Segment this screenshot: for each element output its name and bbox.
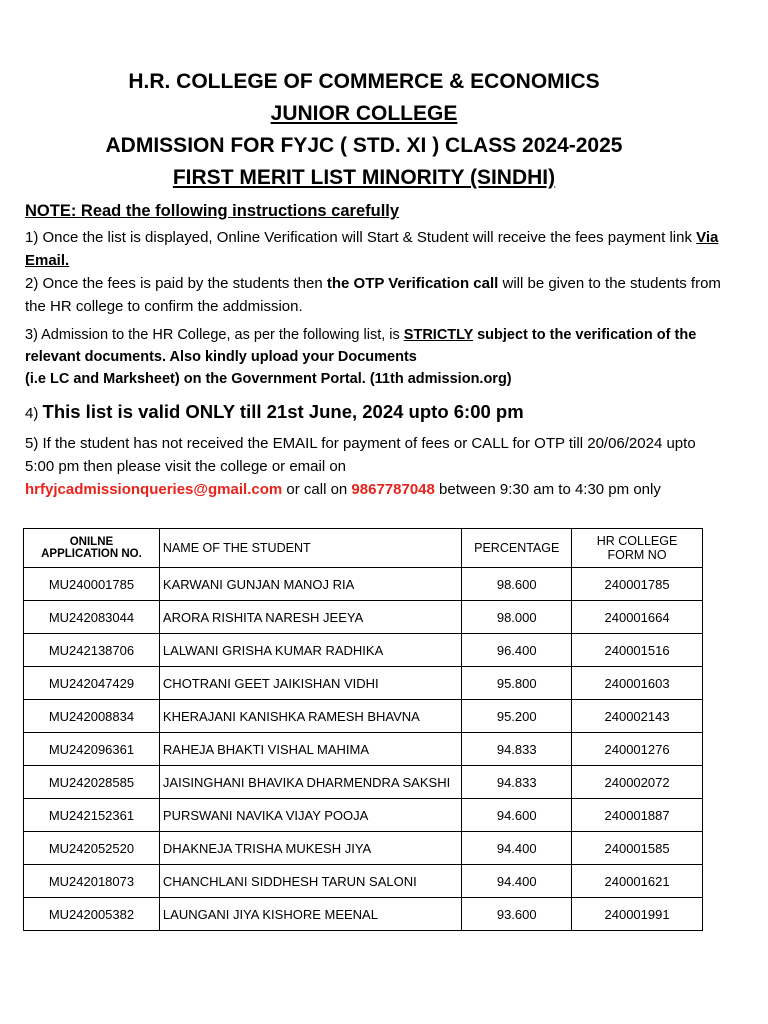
instruction-2-text: 2) Once the fees is paid by the students then [25,275,327,292]
application-no-cell: MU242018073 [24,865,160,898]
form-no-cell: 240001887 [572,799,703,832]
instruction-5-hours: between 9:30 am to 4:30 pm only [434,481,661,498]
header-form-line-1: HR COLLEGE [596,534,678,548]
instruction-3-strictly: STRICTLY [403,327,474,343]
instruction-1-email-emphasis: Via Email. [25,229,719,269]
table-row [24,865,703,898]
note-heading: NOTE: Read the following instructions carefully [25,202,400,220]
student-name-cell: PURSWANI NAVIKA VIJAY POOJA [159,799,461,832]
instruction-1-text: 1) Once the list is displayed, Online Verification will Start & Student will receive the fees payment link [25,229,697,246]
table-row [24,667,703,700]
student-name-cell: LAUNGANI JIYA KISHORE MEENAL [159,898,461,931]
table-row [24,601,703,634]
table-row [24,634,703,667]
header-application-no [24,529,160,568]
instruction-1 [25,226,725,272]
table-row [24,766,703,799]
percentage-cell: 96.400 [462,634,572,667]
header-percentage: PERCENTAGE [462,529,572,568]
percentage-cell: 95.800 [462,667,572,700]
header-app-line-2: APPLICATION NO. [41,548,142,560]
student-name-cell: CHANCHLANI SIDDHESH TARUN SALONI [159,865,461,898]
header-app-line-1: ONILNE [69,536,114,548]
student-name-cell: RAHEJA BHAKTI VISHAL MAHIMA [159,733,461,766]
instruction-5-or-call: or call on [282,481,352,498]
college-name: H.R. COLLEGE OF COMMERCE & ECONOMICS [128,70,600,93]
table-row [24,898,703,931]
instruction-5 [25,432,725,501]
application-no-cell: MU242005382 [24,898,160,931]
percentage-cell: 94.833 [462,766,572,799]
percentage-cell: 94.833 [462,733,572,766]
student-name-cell: CHOTRANI GEET JAIKISHAN VIDHI [159,667,461,700]
junior-college-heading: JUNIOR COLLEGE [270,102,458,125]
application-no-cell: MU242152361 [24,799,160,832]
form-no-cell: 240001585 [572,832,703,865]
header-form-no [572,529,703,568]
instruction-2 [25,272,725,318]
percentage-cell: 98.600 [462,568,572,601]
form-no-cell: 240001621 [572,865,703,898]
table-row [24,832,703,865]
student-name-cell: KARWANI GUNJAN MANOJ RIA [159,568,461,601]
header-student-name: NAME OF THE STUDENT [159,529,461,568]
form-no-cell: 240001991 [572,898,703,931]
validity-notice: This list is valid ONLY till 21st June, 2024 upto 6:00 pm [42,401,524,422]
form-no-cell: 240001516 [572,634,703,667]
form-no-cell: 240001785 [572,568,703,601]
form-no-cell: 240001603 [572,667,703,700]
percentage-cell: 94.400 [462,865,572,898]
instruction-3-verification: subject to the verification of the relevant documents. Also kindly upload your Documents [25,327,697,365]
instruction-3-portal: (i.e LC and Marksheet) on the Government Portal. (11th admission.org) [25,371,512,387]
application-no-cell: MU242138706 [24,634,160,667]
instruction-4 [25,400,725,425]
form-no-cell: 240001276 [572,733,703,766]
application-no-cell: MU242047429 [24,667,160,700]
student-name-cell: JAISINGHANI BHAVIKA DHARMENDRA SAKSHI [159,766,461,799]
instruction-2-otp-emphasis: the OTP Verification call [326,275,499,292]
merit-list-table [23,528,703,931]
application-no-cell: MU240001785 [24,568,160,601]
header-form-line-2: FORM NO [607,548,667,562]
admission-heading: ADMISSION FOR FYJC ( STD. XI ) CLASS 2024-2025 [105,134,623,157]
student-name-cell: KHERAJANI KANISHKA RAMESH BHAVNA [159,700,461,733]
instruction-2-text-end: will be given to the students from the HR college to confirm the addmission. [25,275,721,315]
percentage-cell: 95.200 [462,700,572,733]
table-header-row [24,529,703,568]
percentage-cell: 94.400 [462,832,572,865]
application-no-cell: MU242028585 [24,766,160,799]
application-no-cell: MU242096361 [24,733,160,766]
table-row [24,700,703,733]
instruction-3 [25,324,725,390]
percentage-cell: 94.600 [462,799,572,832]
form-no-cell: 240002072 [572,766,703,799]
student-name-cell: LALWANI GRISHA KUMAR RADHIKA [159,634,461,667]
table-row [24,568,703,601]
instruction-5-text: 5) If the student has not received the EMAIL for payment of fees or CALL for OTP till 20/06/2024 upto 5:00 pm then please visit the college or email on [25,435,696,475]
merit-list-title: FIRST MERIT LIST MINORITY (SINDHI) [172,166,556,189]
application-no-cell: MU242008834 [24,700,160,733]
application-no-cell: MU242083044 [24,601,160,634]
table-row [24,733,703,766]
percentage-cell: 98.000 [462,601,572,634]
percentage-cell: 93.600 [462,898,572,931]
application-no-cell: MU242052520 [24,832,160,865]
student-name-cell: DHAKNEJA TRISHA MUKESH JIYA [159,832,461,865]
table-row [24,799,703,832]
form-no-cell: 240001664 [572,601,703,634]
instruction-4-number: 4) [25,405,43,422]
student-name-cell: ARORA RISHITA NARESH JEEYA [159,601,461,634]
instruction-3-text: 3) Admission to the HR College, as per the following list, is [25,327,404,343]
contact-phone[interactable]: 9867787048 [351,481,435,498]
contact-email-link[interactable]: hrfyjcadmissionqueries@gmail.com [25,481,283,498]
form-no-cell: 240002143 [572,700,703,733]
